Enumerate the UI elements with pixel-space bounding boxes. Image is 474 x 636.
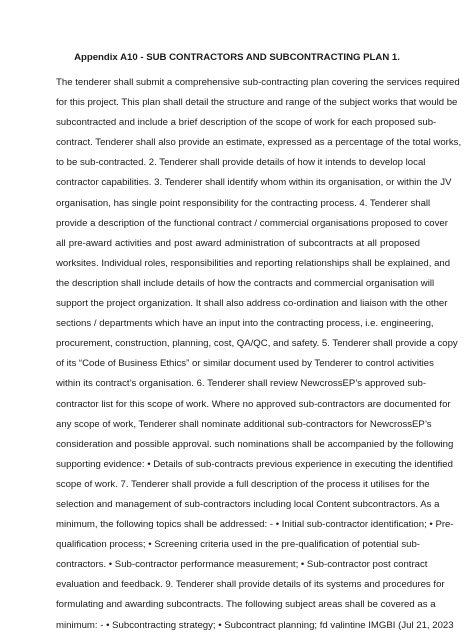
body-line: contractor list for this scope of work. Where no approved sub-contractors are documented for (56, 398, 451, 410)
body-line: contractor capabilities. 3. Tenderer shall identify whom within its organisation, or within the JV (56, 177, 452, 189)
body-line: sections / departments which have an input into the contracting process, i.e. engineering, (56, 318, 434, 330)
body-line: evaluation and feedback. 9. Tenderer shall provide details of its systems and procedures for (56, 579, 445, 591)
body-line: procurement, construction, planning, cost, QA/QC, and safety. 5. Tenderer shall provide a copy (56, 338, 458, 350)
body-line: minimum: - • Subcontracting strategy; • Subcontract planning; fd valintine IMGBI (Jul 21, 2023 (56, 619, 454, 631)
body-line: support the project organization. It shall also address co-ordination and liaison with the other (56, 298, 448, 310)
body-line: for this project. This plan shall detail the structure and range of the subject works that would be (56, 97, 458, 109)
body-line: consideration and possible approval. such nominations shall be accompanied by the following (56, 438, 454, 450)
body-line: the description shall include details of how the contracts and commercial organisation will (56, 277, 435, 289)
body-line: contractors. • Sub-contractor performance measurement; • Sub-contractor post contract (56, 559, 428, 571)
body-line: supporting evidence: • Details of sub-contracts previous experience in executing the identified (56, 458, 453, 470)
document-title: Appendix A10 - SUB CONTRACTORS AND SUBCONTRACTING PLAN 1. (74, 52, 400, 63)
body-line: The tenderer shall submit a comprehensive sub-contracting plan covering the services required (56, 77, 460, 88)
body-line: of its “Code of Business Ethics” or similar document used by Tenderer to control activities (56, 358, 434, 370)
body-line: minimum, the following topics shall be addressed: - • Initial sub-contractor identification; • Pre- (56, 519, 454, 531)
body-line: formulating and awarding subcontracts. The following subject areas shall be covered as a (56, 599, 436, 611)
body-line: organisation, has single point responsibility for the contracting process. 4. Tenderer shall (56, 197, 431, 209)
body-line: any scope of work, Tenderer shall nominate additional sub-contractors for NewcrossEP’s (56, 418, 432, 430)
body-line: qualification process; • Screening criteria used in the pre-qualification of potential sub- (56, 539, 420, 551)
body-line: provide a description of the functional contract / commercial organisations proposed to cover (56, 217, 448, 229)
body-line: within its contract’s organisation. 6. Tenderer shall review NewcrossEP’s approved sub- (56, 378, 427, 390)
body-line: contract. Tenderer shall also provide an estimate, expressed as a percentage of the total works, (56, 137, 462, 149)
body-line: selection and management of sub-contractors including local Content subcontractors. As a (56, 498, 440, 510)
document-body (56, 73, 462, 636)
body-line: all pre-award activities and post award administration of subcontracts at all proposed (56, 237, 420, 249)
body-line: scope of work. 7. Tenderer shall provide a full description of the process it utilises for the (56, 478, 430, 490)
body-line: subcontracted and include a brief description of the scope of work for each proposed sub- (56, 117, 437, 129)
body-line: to be sub-contracted. 2. Tenderer shall provide details of how it intends to develop local (56, 157, 426, 169)
body-line: worksites. Individual roles, responsibilities and reporting relationships shall be explained, and (56, 257, 451, 269)
